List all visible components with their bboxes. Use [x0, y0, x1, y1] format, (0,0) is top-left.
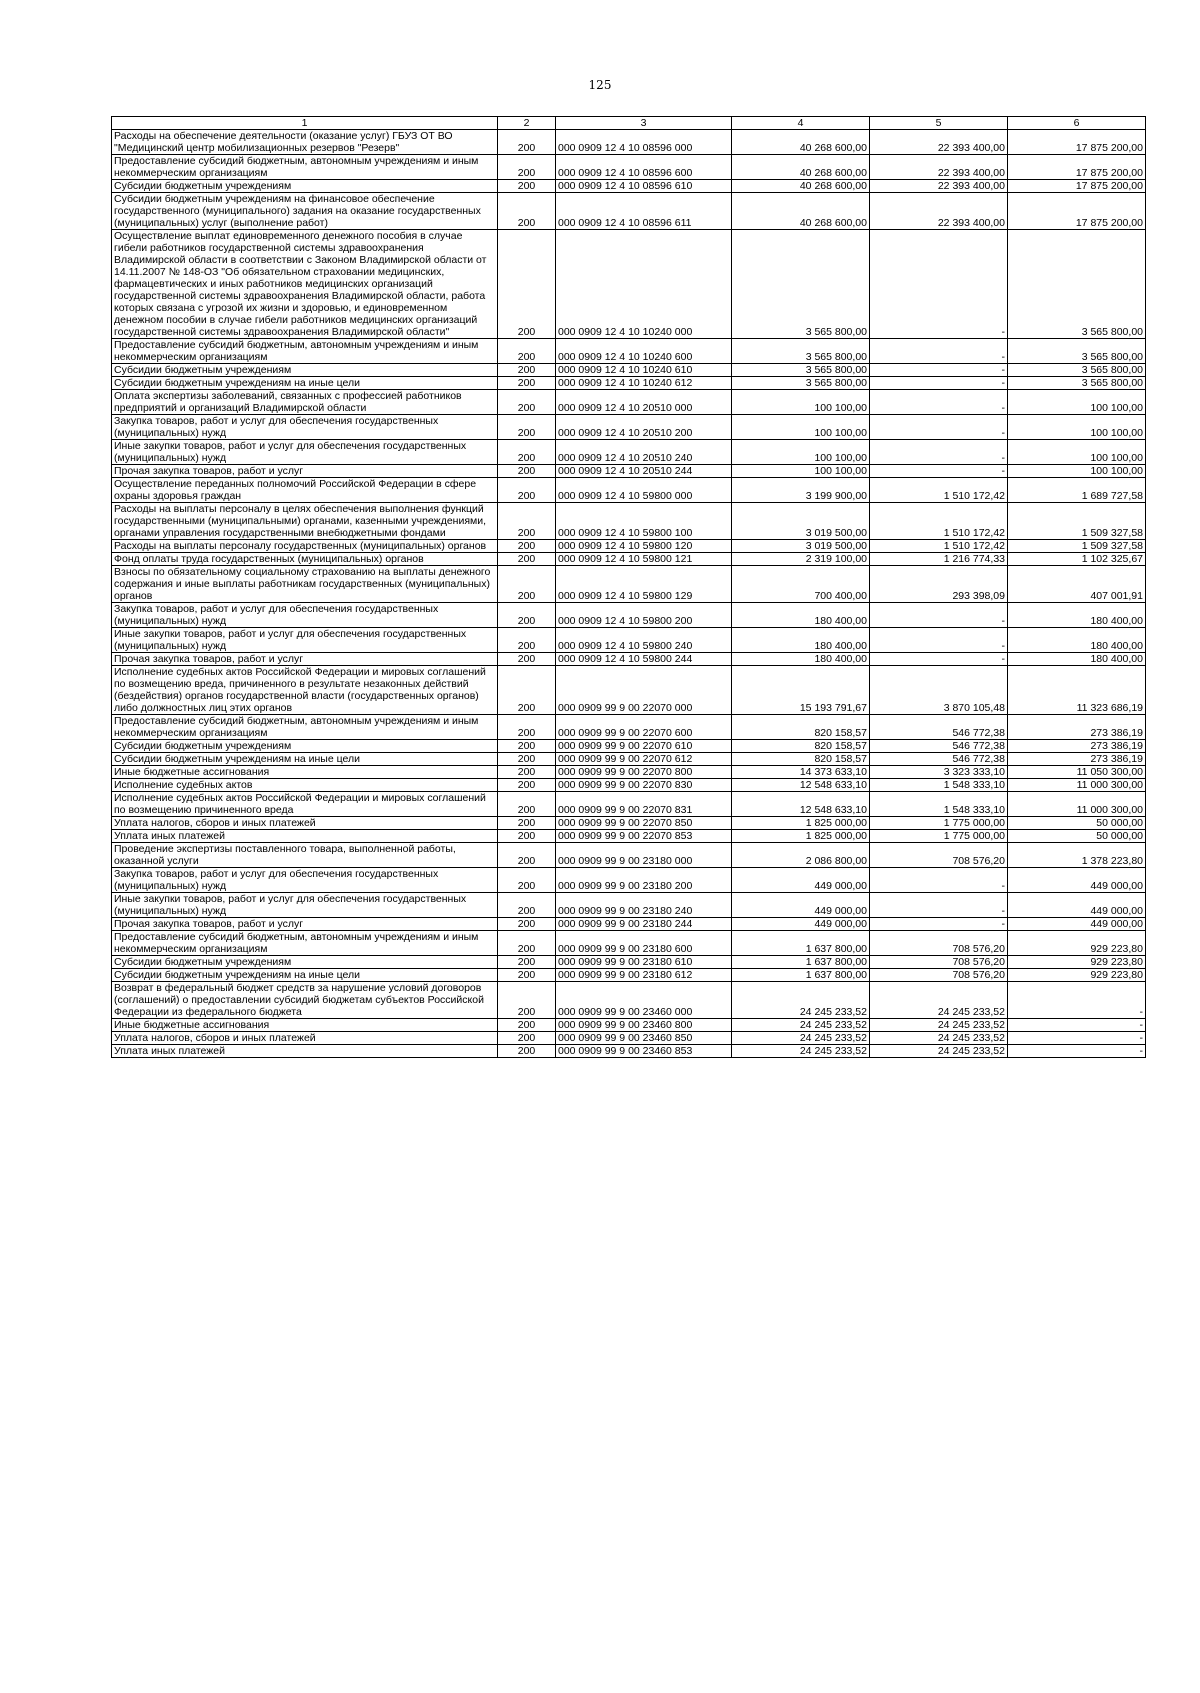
- col-header-4: 4: [732, 117, 870, 130]
- cell-remaining-amount: 50 000,00: [1008, 817, 1146, 830]
- cell-executed-amount: -: [870, 390, 1008, 415]
- cell-classification-code: 000 0909 99 9 00 22070 853: [556, 830, 732, 843]
- cell-executed-amount: -: [870, 440, 1008, 465]
- cell-approved-amount: 3 565 800,00: [732, 377, 870, 390]
- budget-table: [111, 116, 1146, 1058]
- cell-classification-code: 000 0909 99 9 00 22070 830: [556, 779, 732, 792]
- cell-executed-amount: 546 772,38: [870, 753, 1008, 766]
- table-row: [112, 779, 1146, 792]
- cell-name: Предоставление субсидий бюджетным, автономным учреждениям и иным некоммерческим организациям: [112, 155, 498, 180]
- cell-approved-amount: 14 373 633,10: [732, 766, 870, 779]
- cell-remaining-amount: -: [1008, 1019, 1146, 1032]
- cell-name: Осуществление выплат единовременного денежного пособия в случае гибели работников государственной системы здравоохранения Владимирской области в соответствии с Законом Владимирской области от 14.11.2007 № 148-ОЗ "Об обязательном страховании медицинских, фармацевтических и иных работников медицинских организаций государственной системы здравоохранения Владимирской области, работа которых связана с угрозой их жизни и здоровью, и единовременном денежном пособии в случае гибели работников медицинских организаций государственной системы здравоохранения Владимирской области": [112, 230, 498, 339]
- cell-executed-amount: 24 245 233,52: [870, 982, 1008, 1019]
- cell-approved-amount: 3 199 900,00: [732, 478, 870, 503]
- cell-executed-amount: 1 510 172,42: [870, 540, 1008, 553]
- cell-executed-amount: 1 775 000,00: [870, 830, 1008, 843]
- cell-admin-code: 200: [498, 982, 556, 1019]
- cell-remaining-amount: 1 102 325,67: [1008, 553, 1146, 566]
- cell-remaining-amount: 273 386,19: [1008, 715, 1146, 740]
- cell-classification-code: 000 0909 12 4 10 59800 121: [556, 553, 732, 566]
- cell-executed-amount: 24 245 233,52: [870, 1019, 1008, 1032]
- cell-classification-code: 000 0909 12 4 10 59800 120: [556, 540, 732, 553]
- table-row: [112, 440, 1146, 465]
- table-body: [112, 130, 1146, 1058]
- cell-admin-code: 200: [498, 155, 556, 180]
- cell-approved-amount: 180 400,00: [732, 603, 870, 628]
- table-row: [112, 415, 1146, 440]
- cell-approved-amount: 3 565 800,00: [732, 364, 870, 377]
- table-row: [112, 553, 1146, 566]
- cell-classification-code: 000 0909 12 4 10 59800 000: [556, 478, 732, 503]
- table-row: [112, 1019, 1146, 1032]
- cell-approved-amount: 180 400,00: [732, 628, 870, 653]
- table-row: [112, 230, 1146, 339]
- table-row: [112, 931, 1146, 956]
- cell-approved-amount: 3 019 500,00: [732, 503, 870, 540]
- cell-name: Исполнение судебных актов: [112, 779, 498, 792]
- cell-remaining-amount: 929 223,80: [1008, 931, 1146, 956]
- cell-admin-code: 200: [498, 969, 556, 982]
- cell-executed-amount: -: [870, 918, 1008, 931]
- cell-admin-code: 200: [498, 715, 556, 740]
- table-row: [112, 390, 1146, 415]
- cell-remaining-amount: 50 000,00: [1008, 830, 1146, 843]
- cell-executed-amount: 1 510 172,42: [870, 478, 1008, 503]
- cell-classification-code: 000 0909 12 4 10 59800 244: [556, 653, 732, 666]
- cell-approved-amount: 40 268 600,00: [732, 130, 870, 155]
- cell-name: Предоставление субсидий бюджетным, автономным учреждениям и иным некоммерческим организациям: [112, 715, 498, 740]
- table-row: [112, 540, 1146, 553]
- cell-approved-amount: 100 100,00: [732, 390, 870, 415]
- cell-admin-code: 200: [498, 830, 556, 843]
- cell-classification-code: 000 0909 99 9 00 23460 850: [556, 1032, 732, 1045]
- cell-approved-amount: 2 319 100,00: [732, 553, 870, 566]
- cell-name: Иные бюджетные ассигнования: [112, 766, 498, 779]
- cell-classification-code: 000 0909 12 4 10 20510 240: [556, 440, 732, 465]
- cell-admin-code: 200: [498, 666, 556, 715]
- table-row: [112, 339, 1146, 364]
- cell-executed-amount: 546 772,38: [870, 740, 1008, 753]
- cell-admin-code: 200: [498, 1019, 556, 1032]
- cell-executed-amount: 1 548 333,10: [870, 792, 1008, 817]
- cell-name: Прочая закупка товаров, работ и услуг: [112, 465, 498, 478]
- cell-classification-code: 000 0909 99 9 00 23180 000: [556, 843, 732, 868]
- cell-remaining-amount: 180 400,00: [1008, 653, 1146, 666]
- cell-approved-amount: 40 268 600,00: [732, 180, 870, 193]
- cell-admin-code: 200: [498, 779, 556, 792]
- cell-approved-amount: 449 000,00: [732, 868, 870, 893]
- table-row: [112, 843, 1146, 868]
- cell-name: Закупка товаров, работ и услуг для обеспечения государственных (муниципальных) нужд: [112, 603, 498, 628]
- cell-executed-amount: 708 576,20: [870, 931, 1008, 956]
- cell-admin-code: 200: [498, 766, 556, 779]
- cell-name: Прочая закупка товаров, работ и услуг: [112, 918, 498, 931]
- cell-name: Иные закупки товаров, работ и услуг для обеспечения государственных (муниципальных) нужд: [112, 440, 498, 465]
- cell-executed-amount: 22 393 400,00: [870, 193, 1008, 230]
- cell-admin-code: 200: [498, 753, 556, 766]
- cell-classification-code: 000 0909 99 9 00 23180 610: [556, 956, 732, 969]
- cell-approved-amount: 1 637 800,00: [732, 969, 870, 982]
- page-number: 125: [588, 78, 612, 92]
- cell-approved-amount: 449 000,00: [732, 918, 870, 931]
- cell-classification-code: 000 0909 99 9 00 22070 612: [556, 753, 732, 766]
- cell-approved-amount: 3 565 800,00: [732, 230, 870, 339]
- table-row: [112, 740, 1146, 753]
- cell-name: Субсидии бюджетным учреждениям: [112, 956, 498, 969]
- cell-name: Исполнение судебных актов Российской Федерации и мировых соглашений по возмещению вреда, причиненного в результате незаконных действий (бездействия) органов государственной власти (государственных органов) либо должностных лиц этих органов: [112, 666, 498, 715]
- cell-executed-amount: -: [870, 628, 1008, 653]
- header-row: [112, 117, 1146, 130]
- cell-approved-amount: 24 245 233,52: [732, 1045, 870, 1058]
- cell-name: Уплата налогов, сборов и иных платежей: [112, 817, 498, 830]
- cell-executed-amount: 1 216 774,33: [870, 553, 1008, 566]
- cell-approved-amount: 15 193 791,67: [732, 666, 870, 715]
- table-row: [112, 715, 1146, 740]
- cell-classification-code: 000 0909 99 9 00 23180 612: [556, 969, 732, 982]
- cell-classification-code: 000 0909 12 4 10 10240 610: [556, 364, 732, 377]
- cell-name: Возврат в федеральный бюджет средств за нарушение условий договоров (соглашений) о предоставлении субсидий бюджетам субъектов Российской Федерации из федерального бюджета: [112, 982, 498, 1019]
- cell-remaining-amount: 1 509 327,58: [1008, 503, 1146, 540]
- cell-admin-code: 200: [498, 893, 556, 918]
- cell-classification-code: 000 0909 99 9 00 22070 831: [556, 792, 732, 817]
- cell-executed-amount: 293 398,09: [870, 566, 1008, 603]
- cell-name: Иные закупки товаров, работ и услуг для обеспечения государственных (муниципальных) нужд: [112, 893, 498, 918]
- cell-remaining-amount: -: [1008, 1032, 1146, 1045]
- cell-approved-amount: 1 637 800,00: [732, 931, 870, 956]
- table-row: [112, 1032, 1146, 1045]
- cell-executed-amount: -: [870, 893, 1008, 918]
- cell-remaining-amount: -: [1008, 1045, 1146, 1058]
- cell-executed-amount: -: [870, 868, 1008, 893]
- cell-admin-code: 200: [498, 1045, 556, 1058]
- cell-executed-amount: 24 245 233,52: [870, 1045, 1008, 1058]
- cell-remaining-amount: 100 100,00: [1008, 415, 1146, 440]
- cell-executed-amount: -: [870, 653, 1008, 666]
- cell-name: Расходы на обеспечение деятельности (оказание услуг) ГБУЗ ОТ ВО "Медицинский центр мобилизационных резервов "Резерв": [112, 130, 498, 155]
- table-row: [112, 1045, 1146, 1058]
- cell-admin-code: 200: [498, 740, 556, 753]
- cell-remaining-amount: -: [1008, 982, 1146, 1019]
- cell-name: Субсидии бюджетным учреждениям: [112, 364, 498, 377]
- cell-remaining-amount: 100 100,00: [1008, 440, 1146, 465]
- cell-remaining-amount: 407 001,91: [1008, 566, 1146, 603]
- cell-name: Уплата иных платежей: [112, 830, 498, 843]
- cell-executed-amount: 3 870 105,48: [870, 666, 1008, 715]
- cell-name: Исполнение судебных актов Российской Федерации и мировых соглашений по возмещению причиненного вреда: [112, 792, 498, 817]
- cell-admin-code: 200: [498, 478, 556, 503]
- cell-executed-amount: 708 576,20: [870, 956, 1008, 969]
- cell-approved-amount: 40 268 600,00: [732, 193, 870, 230]
- cell-admin-code: 200: [498, 868, 556, 893]
- cell-admin-code: 200: [498, 390, 556, 415]
- cell-executed-amount: 22 393 400,00: [870, 130, 1008, 155]
- cell-name: Субсидии бюджетным учреждениям: [112, 740, 498, 753]
- cell-admin-code: 200: [498, 553, 556, 566]
- table-row: [112, 956, 1146, 969]
- table-row: [112, 377, 1146, 390]
- cell-classification-code: 000 0909 99 9 00 23460 800: [556, 1019, 732, 1032]
- cell-name: Расходы на выплаты персоналу государственных (муниципальных) органов: [112, 540, 498, 553]
- cell-classification-code: 000 0909 99 9 00 23460 853: [556, 1045, 732, 1058]
- cell-classification-code: 000 0909 99 9 00 22070 610: [556, 740, 732, 753]
- cell-executed-amount: 1 775 000,00: [870, 817, 1008, 830]
- cell-name: Субсидии бюджетным учреждениям на иные цели: [112, 969, 498, 982]
- cell-remaining-amount: 180 400,00: [1008, 628, 1146, 653]
- cell-admin-code: 200: [498, 918, 556, 931]
- table-row: [112, 364, 1146, 377]
- cell-classification-code: 000 0909 99 9 00 22070 800: [556, 766, 732, 779]
- cell-admin-code: 200: [498, 339, 556, 364]
- cell-approved-amount: 24 245 233,52: [732, 1032, 870, 1045]
- col-header-2: 2: [498, 117, 556, 130]
- cell-name: Уплата налогов, сборов и иных платежей: [112, 1032, 498, 1045]
- table-row: [112, 918, 1146, 931]
- table-row: [112, 666, 1146, 715]
- cell-executed-amount: -: [870, 377, 1008, 390]
- cell-name: Иные бюджетные ассигнования: [112, 1019, 498, 1032]
- cell-remaining-amount: 449 000,00: [1008, 868, 1146, 893]
- cell-classification-code: 000 0909 99 9 00 23460 000: [556, 982, 732, 1019]
- table-row: [112, 893, 1146, 918]
- cell-executed-amount: 22 393 400,00: [870, 180, 1008, 193]
- cell-remaining-amount: 100 100,00: [1008, 390, 1146, 415]
- cell-remaining-amount: 449 000,00: [1008, 893, 1146, 918]
- cell-admin-code: 200: [498, 956, 556, 969]
- cell-admin-code: 200: [498, 931, 556, 956]
- cell-name: Прочая закупка товаров, работ и услуг: [112, 653, 498, 666]
- cell-executed-amount: 22 393 400,00: [870, 155, 1008, 180]
- cell-admin-code: 200: [498, 440, 556, 465]
- table-row: [112, 155, 1146, 180]
- cell-admin-code: 200: [498, 792, 556, 817]
- cell-approved-amount: 100 100,00: [732, 415, 870, 440]
- table-row: [112, 792, 1146, 817]
- cell-executed-amount: 24 245 233,52: [870, 1032, 1008, 1045]
- table-row: [112, 193, 1146, 230]
- cell-admin-code: 200: [498, 364, 556, 377]
- cell-approved-amount: 449 000,00: [732, 893, 870, 918]
- cell-remaining-amount: 3 565 800,00: [1008, 377, 1146, 390]
- table-row: [112, 465, 1146, 478]
- cell-admin-code: 200: [498, 843, 556, 868]
- cell-classification-code: 000 0909 99 9 00 23180 244: [556, 918, 732, 931]
- table-row: [112, 628, 1146, 653]
- cell-remaining-amount: 3 565 800,00: [1008, 364, 1146, 377]
- cell-executed-amount: -: [870, 364, 1008, 377]
- cell-name: Субсидии бюджетным учреждениям на иные цели: [112, 377, 498, 390]
- cell-remaining-amount: 3 565 800,00: [1008, 339, 1146, 364]
- cell-executed-amount: 546 772,38: [870, 715, 1008, 740]
- cell-classification-code: 000 0909 12 4 10 08596 611: [556, 193, 732, 230]
- cell-name: Субсидии бюджетным учреждениям: [112, 180, 498, 193]
- cell-approved-amount: 3 019 500,00: [732, 540, 870, 553]
- cell-admin-code: 200: [498, 540, 556, 553]
- table-row: [112, 982, 1146, 1019]
- cell-remaining-amount: 3 565 800,00: [1008, 230, 1146, 339]
- cell-remaining-amount: 180 400,00: [1008, 603, 1146, 628]
- cell-approved-amount: 1 637 800,00: [732, 956, 870, 969]
- col-header-3: 3: [556, 117, 732, 130]
- cell-admin-code: 200: [498, 180, 556, 193]
- cell-admin-code: 200: [498, 503, 556, 540]
- col-header-5: 5: [870, 117, 1008, 130]
- cell-classification-code: 000 0909 99 9 00 23180 200: [556, 868, 732, 893]
- cell-approved-amount: 180 400,00: [732, 653, 870, 666]
- cell-admin-code: 200: [498, 415, 556, 440]
- cell-classification-code: 000 0909 12 4 10 08596 610: [556, 180, 732, 193]
- cell-approved-amount: 24 245 233,52: [732, 1019, 870, 1032]
- table-row: [112, 503, 1146, 540]
- cell-name: Проведение экспертизы поставленного товара, выполненной работы, оказанной услуги: [112, 843, 498, 868]
- cell-classification-code: 000 0909 12 4 10 20510 000: [556, 390, 732, 415]
- cell-admin-code: 200: [498, 1032, 556, 1045]
- table-row: [112, 868, 1146, 893]
- cell-approved-amount: 100 100,00: [732, 440, 870, 465]
- cell-classification-code: 000 0909 99 9 00 22070 850: [556, 817, 732, 830]
- cell-name: Оплата экспертизы заболеваний, связанных с профессией работников предприятий и организаций Владимирской области: [112, 390, 498, 415]
- table-row: [112, 653, 1146, 666]
- cell-classification-code: 000 0909 12 4 10 10240 612: [556, 377, 732, 390]
- cell-classification-code: 000 0909 99 9 00 22070 000: [556, 666, 732, 715]
- table-row: [112, 969, 1146, 982]
- cell-approved-amount: 820 158,57: [732, 753, 870, 766]
- cell-classification-code: 000 0909 99 9 00 23180 600: [556, 931, 732, 956]
- cell-remaining-amount: 929 223,80: [1008, 969, 1146, 982]
- cell-approved-amount: 12 548 633,10: [732, 792, 870, 817]
- cell-admin-code: 200: [498, 628, 556, 653]
- cell-admin-code: 200: [498, 817, 556, 830]
- cell-name: Осуществление переданных полномочий Российской Федерации в сфере охраны здоровья граждан: [112, 478, 498, 503]
- cell-executed-amount: 1 548 333,10: [870, 779, 1008, 792]
- cell-classification-code: 000 0909 12 4 10 59800 200: [556, 603, 732, 628]
- cell-remaining-amount: 100 100,00: [1008, 465, 1146, 478]
- cell-remaining-amount: 11 000 300,00: [1008, 779, 1146, 792]
- cell-executed-amount: -: [870, 603, 1008, 628]
- cell-executed-amount: 1 510 172,42: [870, 503, 1008, 540]
- cell-classification-code: 000 0909 99 9 00 22070 600: [556, 715, 732, 740]
- cell-executed-amount: -: [870, 465, 1008, 478]
- cell-classification-code: 000 0909 12 4 10 20510 200: [556, 415, 732, 440]
- cell-remaining-amount: 1 689 727,58: [1008, 478, 1146, 503]
- cell-admin-code: 200: [498, 230, 556, 339]
- cell-name: Расходы на выплаты персоналу в целях обеспечения выполнения функций государственными (муниципальными) органами, казенными учреждениями, органами управления государственными внебюджетными фондами: [112, 503, 498, 540]
- cell-remaining-amount: 273 386,19: [1008, 753, 1146, 766]
- cell-admin-code: 200: [498, 603, 556, 628]
- cell-remaining-amount: 449 000,00: [1008, 918, 1146, 931]
- cell-remaining-amount: 929 223,80: [1008, 956, 1146, 969]
- table-row: [112, 766, 1146, 779]
- cell-approved-amount: 40 268 600,00: [732, 155, 870, 180]
- cell-admin-code: 200: [498, 377, 556, 390]
- cell-remaining-amount: 17 875 200,00: [1008, 155, 1146, 180]
- cell-classification-code: 000 0909 12 4 10 59800 240: [556, 628, 732, 653]
- cell-approved-amount: 3 565 800,00: [732, 339, 870, 364]
- cell-classification-code: 000 0909 99 9 00 23180 240: [556, 893, 732, 918]
- cell-remaining-amount: 273 386,19: [1008, 740, 1146, 753]
- cell-name: Закупка товаров, работ и услуг для обеспечения государственных (муниципальных) нужд: [112, 415, 498, 440]
- cell-classification-code: 000 0909 12 4 10 08596 600: [556, 155, 732, 180]
- cell-classification-code: 000 0909 12 4 10 08596 000: [556, 130, 732, 155]
- cell-classification-code: 000 0909 12 4 10 59800 129: [556, 566, 732, 603]
- cell-name: Закупка товаров, работ и услуг для обеспечения государственных (муниципальных) нужд: [112, 868, 498, 893]
- table-row: [112, 830, 1146, 843]
- cell-classification-code: 000 0909 12 4 10 10240 600: [556, 339, 732, 364]
- cell-classification-code: 000 0909 12 4 10 59800 100: [556, 503, 732, 540]
- cell-admin-code: 200: [498, 193, 556, 230]
- col-header-1: 1: [112, 117, 498, 130]
- col-header-6: 6: [1008, 117, 1146, 130]
- table-row: [112, 603, 1146, 628]
- table-row: [112, 817, 1146, 830]
- cell-classification-code: 000 0909 12 4 10 10240 000: [556, 230, 732, 339]
- cell-name: Субсидии бюджетным учреждениям на иные цели: [112, 753, 498, 766]
- cell-remaining-amount: 11 050 300,00: [1008, 766, 1146, 779]
- cell-approved-amount: 100 100,00: [732, 465, 870, 478]
- cell-name: Предоставление субсидий бюджетным, автономным учреждениям и иным некоммерческим организациям: [112, 339, 498, 364]
- cell-approved-amount: 820 158,57: [732, 715, 870, 740]
- cell-remaining-amount: 11 000 300,00: [1008, 792, 1146, 817]
- cell-name: Уплата иных платежей: [112, 1045, 498, 1058]
- cell-remaining-amount: 17 875 200,00: [1008, 193, 1146, 230]
- cell-classification-code: 000 0909 12 4 10 20510 244: [556, 465, 732, 478]
- cell-executed-amount: 708 576,20: [870, 969, 1008, 982]
- table-row: [112, 753, 1146, 766]
- cell-approved-amount: 700 400,00: [732, 566, 870, 603]
- cell-admin-code: 200: [498, 130, 556, 155]
- table-row: [112, 130, 1146, 155]
- cell-approved-amount: 24 245 233,52: [732, 982, 870, 1019]
- cell-approved-amount: 12 548 633,10: [732, 779, 870, 792]
- cell-approved-amount: 1 825 000,00: [732, 817, 870, 830]
- table-row: [112, 478, 1146, 503]
- cell-admin-code: 200: [498, 465, 556, 478]
- cell-remaining-amount: 1 378 223,80: [1008, 843, 1146, 868]
- cell-executed-amount: -: [870, 415, 1008, 440]
- cell-name: Иные закупки товаров, работ и услуг для обеспечения государственных (муниципальных) нужд: [112, 628, 498, 653]
- cell-executed-amount: -: [870, 230, 1008, 339]
- cell-name: Предоставление субсидий бюджетным, автономным учреждениям и иным некоммерческим организациям: [112, 931, 498, 956]
- cell-approved-amount: 2 086 800,00: [732, 843, 870, 868]
- cell-executed-amount: 3 323 333,10: [870, 766, 1008, 779]
- cell-executed-amount: 708 576,20: [870, 843, 1008, 868]
- cell-remaining-amount: 17 875 200,00: [1008, 130, 1146, 155]
- cell-name: Субсидии бюджетным учреждениям на финансовое обеспечение государственного (муниципального) задания на оказание государственных (муниципальных) услуг (выполнение работ): [112, 193, 498, 230]
- cell-executed-amount: -: [870, 339, 1008, 364]
- cell-remaining-amount: 1 509 327,58: [1008, 540, 1146, 553]
- cell-approved-amount: 820 158,57: [732, 740, 870, 753]
- table-row: [112, 566, 1146, 603]
- cell-remaining-amount: 11 323 686,19: [1008, 666, 1146, 715]
- cell-approved-amount: 1 825 000,00: [732, 830, 870, 843]
- cell-admin-code: 200: [498, 566, 556, 603]
- cell-name: Фонд оплаты труда государственных (муниципальных) органов: [112, 553, 498, 566]
- cell-remaining-amount: 17 875 200,00: [1008, 180, 1146, 193]
- cell-admin-code: 200: [498, 653, 556, 666]
- cell-name: Взносы по обязательному социальному страхованию на выплаты денежного содержания и иные выплаты работникам государственных (муниципальных) органов: [112, 566, 498, 603]
- table-row: [112, 180, 1146, 193]
